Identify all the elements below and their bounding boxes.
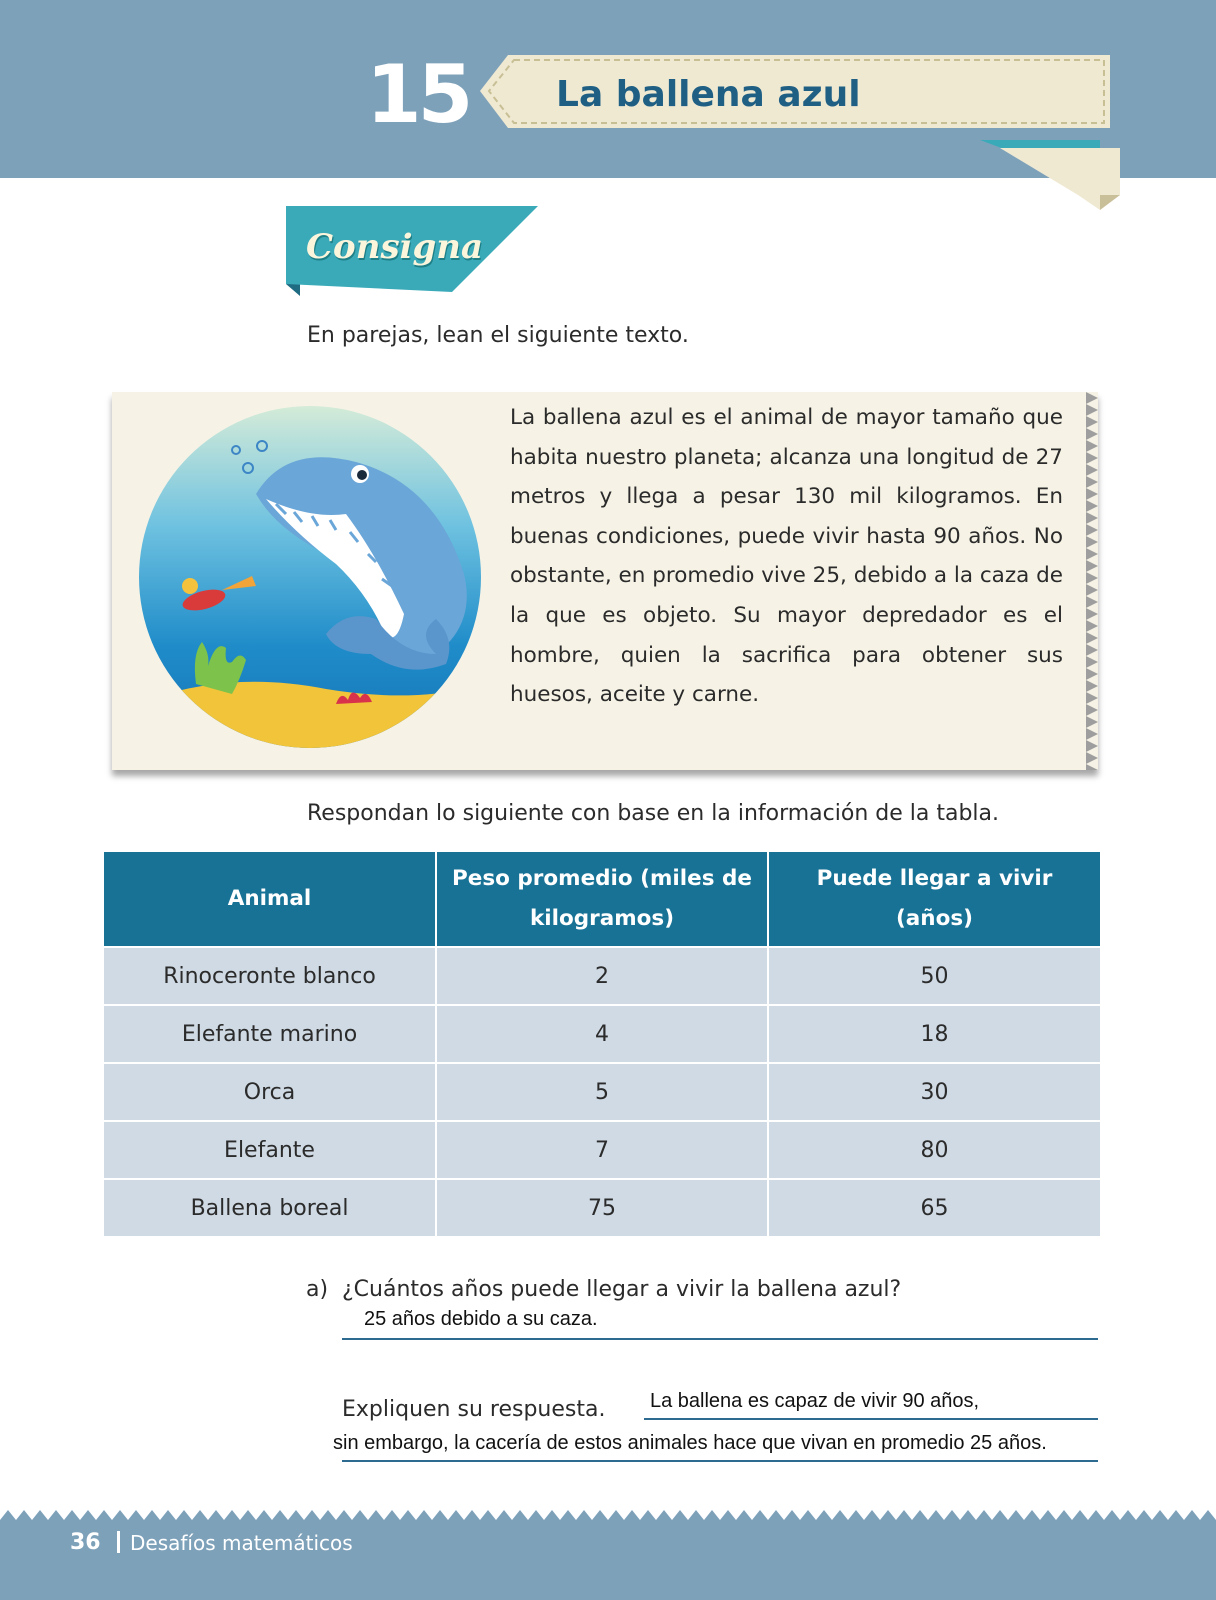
page-title: La ballena azul [556,74,861,115]
cell-peso: 4 [436,1005,768,1063]
table-row [104,1005,1100,1063]
question-a-text: ¿Cuántos años puede llegar a vivir la ballena azul? [342,1277,902,1302]
table-header-row [104,851,1100,947]
cell-vida: 65 [768,1179,1100,1237]
cell-vida: 18 [768,1005,1100,1063]
table-row [104,1179,1100,1237]
cell-vida: 50 [768,947,1100,1005]
cell-vida: 30 [768,1063,1100,1121]
explain-answer-line1: La ballena es capaz de vivir 90 años, [650,1390,980,1412]
header-peso: Peso promedio (miles de kilogramos) [436,851,768,947]
footer-zigzag-edge [0,1510,1216,1520]
answer-a-line [342,1338,1098,1340]
table-instruction: Respondan lo siguiente con base en la información de la tabla. [307,801,1000,826]
page-number: 36 [70,1530,101,1555]
cell-peso: 5 [436,1063,768,1121]
explain-label: Expliquen su respuesta. [342,1397,606,1422]
cell-animal: Ballena boreal [104,1179,436,1237]
question-a-label: a) [306,1277,329,1302]
header-vida: Puede llegar a vivir (años) [768,851,1100,947]
cell-peso: 2 [436,947,768,1005]
explain-answer-line2: sin embargo, la cacería de estos animales hace que vivan en promedio 25 años. [333,1432,1047,1454]
table-row [104,1121,1100,1179]
cell-peso: 75 [436,1179,768,1237]
question-a-answer: 25 años debido a su caza. [364,1308,598,1330]
table-row [104,947,1100,1005]
whale-illustration [136,404,484,750]
intro-text: En parejas, lean el siguiente texto. [307,323,689,348]
table-row [104,1063,1100,1121]
card-zigzag-edge [1086,392,1104,770]
cell-animal: Rinoceronte blanco [104,947,436,1005]
cell-animal: Elefante [104,1121,436,1179]
lesson-number: 15 [366,48,470,141]
animals-table [104,850,1100,1238]
explain-line-1 [644,1418,1098,1420]
cell-vida: 80 [768,1121,1100,1179]
cell-peso: 7 [436,1121,768,1179]
cell-animal: Orca [104,1063,436,1121]
book-title: Desafíos matemáticos [130,1531,353,1555]
header-animal: Animal [104,851,436,947]
cell-animal: Elefante marino [104,1005,436,1063]
explain-line-2 [342,1460,1098,1462]
reading-text: La ballena azul es el animal de mayor tamaño que habita nuestro planeta; alcanza una longitud de 27 metros y llega a pesar 130 mil kilogramos. En buenas condiciones, puede vivir hasta 90 años. No obstante, en promedio vive 25, debido a la caza de la que es objeto. Su mayor depredador es el hombre, quien la sacrifica para obtener sus huesos, aceite y carne. [510,405,1063,708]
consigna-label: Consigna [306,227,484,267]
footer-separator [117,1531,120,1553]
